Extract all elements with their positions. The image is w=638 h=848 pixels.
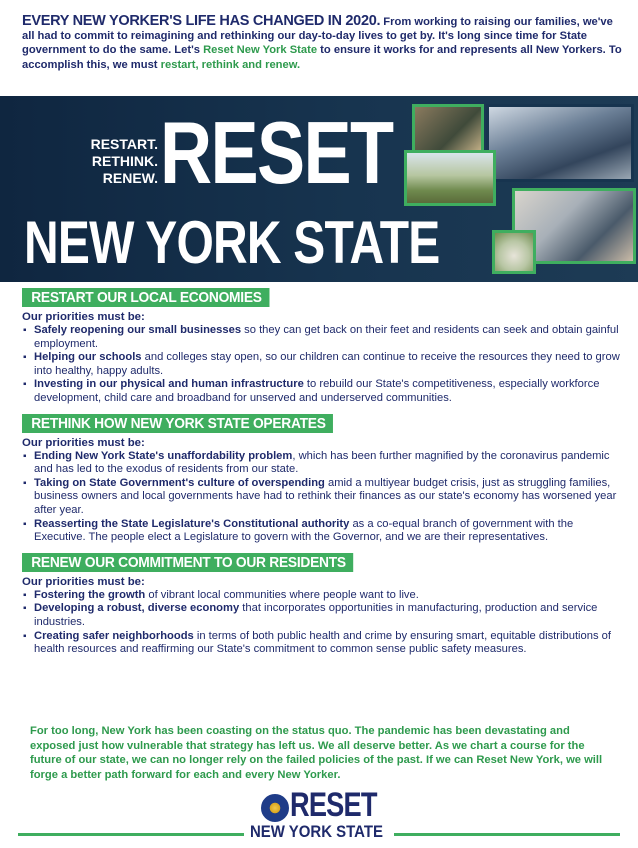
list-item: ▪ Taking on State Government's culture of overspending amid a multiyear budget crisis, just as struggling families, business owners and local governments have had to rethink their finances as our state's economy has worsened year after year. xyxy=(22,477,622,518)
priorities-content xyxy=(22,288,622,665)
section-restart xyxy=(22,288,622,406)
section-subheading: Our priorities must be: xyxy=(22,436,145,449)
banner-nys-title: NEW YORK STATE xyxy=(24,209,440,276)
footer-rule-left xyxy=(18,833,244,836)
footer-reset: RESET xyxy=(290,786,377,824)
section-header: RETHINK HOW NEW YORK STATE OPERATES xyxy=(22,414,333,433)
priority-list xyxy=(22,589,622,657)
footer-rule-right xyxy=(394,833,620,836)
intro-text-2: to ensure it works for and represents all New Yorkers. To accomplish this, we must xyxy=(22,44,622,71)
list-item: ▪ Helping our schools and colleges stay open, so our children can continue to receive the resources they need to grow into healthy, happy adults. xyxy=(22,351,622,378)
photo-construction-workers xyxy=(486,104,634,182)
list-item: ▪ Investing in our physical and human infrastructure to rebuild our State's competitiveness, especially workforce development, child care and broadband for unserved and underserved communities. xyxy=(22,378,622,405)
photo-piggy-bank xyxy=(492,230,536,274)
priority-list xyxy=(22,324,622,406)
list-item: ▪ Developing a robust, diverse economy that incorporates opportunities in manufacturing, production and service industries. xyxy=(22,602,622,629)
list-item: ▪ Creating safer neighborhoods in terms of both public health and crime by ensuring smart, equitable distributions of health resources and reaffirming our State's commitment to common sense public safety measures. xyxy=(22,630,622,657)
intro-tail: restart, rethink and renew. xyxy=(160,58,301,71)
priority-list xyxy=(22,450,622,545)
footer-nys: NEW YORK STATE xyxy=(250,822,383,841)
intro-text-1: From working to raising our families, we've all had to commit to reimagining and rethinking our day-to-day lives to get by. It's long since time for State government to do the same. Let's xyxy=(22,16,613,57)
intro-lead: EVERY NEW YORKER'S LIFE HAS CHANGED IN 2020. xyxy=(22,13,381,29)
section-header: RENEW OUR COMMITMENT TO OUR RESIDENTS xyxy=(22,553,353,572)
section-renew xyxy=(22,553,622,657)
banner-restart: RESTART. xyxy=(90,136,158,152)
intro-link-text: Reset New York State xyxy=(203,44,318,57)
list-item: ▪ Reasserting the State Legislature's Constitutional authority as a co-equal branch of government with the Executive. The people elect a Legislature to govern with the Governor, and we are their representatives. xyxy=(22,518,622,545)
intro-paragraph xyxy=(22,14,622,72)
banner-tagline-stack xyxy=(88,136,158,187)
section-subheading: Our priorities must be: xyxy=(22,311,145,323)
closing-paragraph: For too long, New York has been coasting on the status quo. The pandemic has been devastating and exposed just how vulnerable that strategy has left us. We all deserve better. As we chart a course for the future of our state, we can no longer rely on the failed policies of the past. If we can Reset New York, we will forge a better path forward for each and every New Yorker. xyxy=(30,725,603,781)
banner-rethink: RETHINK. xyxy=(91,153,158,169)
list-item: ▪ Safely reopening our small businesses so they can get back on their feet and residents can seek and obtain gainful employment. xyxy=(22,324,622,351)
banner-reset-title: RESET xyxy=(160,103,393,202)
section-subheading: Our priorities must be: xyxy=(22,575,145,588)
photo-small-business xyxy=(412,104,484,156)
section-rethink xyxy=(22,414,622,545)
state-seal-icon xyxy=(261,794,289,822)
footer-logo xyxy=(0,786,638,846)
list-item: ▪ Fostering the growth of vibrant local communities where people want to live. xyxy=(22,589,622,603)
photo-farm xyxy=(404,150,496,206)
section-header: RESTART OUR LOCAL ECONOMIES xyxy=(22,288,269,307)
banner-renew: RENEW. xyxy=(102,170,158,186)
list-item: ▪ Ending New York State's unaffordability problem, which has been further magnified by the coronavirus pandemic and has led to the exodus of residents from our state. xyxy=(22,450,622,477)
